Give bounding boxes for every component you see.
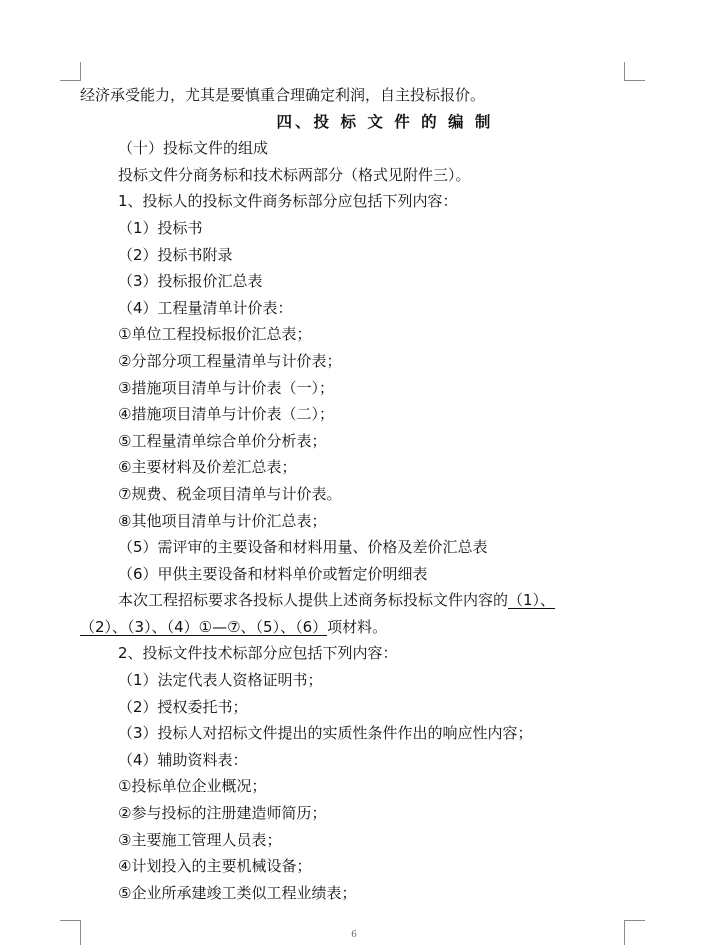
crop-mark-top-left <box>60 62 81 81</box>
paragraph-line: 投标文件分商务标和技术标两部分（格式见附件三）。 <box>118 165 471 184</box>
list-item: （5）需评审的主要设备和材料用量、价格及差价汇总表 <box>118 538 488 557</box>
list-item: ⑤工程量清单综合单价分析表； <box>118 431 327 450</box>
list-item: ④计划投入的主要机械设备； <box>118 857 312 876</box>
subsection-title: （十）投标文件的组成 <box>118 139 269 158</box>
list-item: ⑥主要材料及价差汇总表； <box>118 458 297 477</box>
paragraph-line: 2、投标文件技术标部分应包括下列内容： <box>118 644 398 663</box>
list-item: ①单位工程投标报价汇总表； <box>118 325 312 344</box>
list-item: （4）工程量清单计价表： <box>118 298 293 317</box>
section-heading: 四、投 标 文 件 的 编 制 <box>276 112 494 131</box>
list-item: ②参与投标的注册建造师简历； <box>118 804 327 823</box>
list-item: ①投标单位企业概况； <box>118 777 267 796</box>
list-item: ③主要施工管理人员表； <box>118 830 282 849</box>
paragraph-line: 经济承受能力，尤其是要慎重合理确定利润，自主投标报价。 <box>80 86 486 104</box>
fill-in-blank: （2）、（3）、（4）①—⑦、（5）、（6） <box>80 617 328 636</box>
paragraph-line <box>80 587 628 614</box>
list-item: ⑧其他项目清单与计价汇总表； <box>118 511 327 530</box>
list-item: ④措施项目清单与计价表（二）； <box>118 405 334 424</box>
paragraph-text: 项材料。 <box>327 617 388 636</box>
list-item: （4）辅助资料表： <box>118 750 248 769</box>
fill-in-blank: （1）、 <box>508 591 556 610</box>
page-number: 6 <box>351 930 357 940</box>
list-item: （6）甲供主要设备和材料单价或暂定价明细表 <box>118 564 428 583</box>
list-item: （2）授权委托书； <box>118 697 248 716</box>
list-item: ⑦规费、税金项目清单与计价表。 <box>118 484 342 503</box>
paragraph-line <box>80 614 628 641</box>
list-item: （3）投标报价汇总表 <box>118 272 263 291</box>
paragraph-text: 本次工程招标要求各投标人提供上述商务标投标文件内容的 <box>118 591 509 610</box>
list-item: （1）法定代表人资格证明书； <box>118 671 323 690</box>
list-item: （1）投标书 <box>118 218 203 237</box>
crop-mark-top-right <box>624 62 645 81</box>
list-item: ⑤企业所承建竣工类似工程业绩表； <box>118 883 357 902</box>
document-body <box>80 82 628 906</box>
list-item: （2）投标书附录 <box>118 245 233 264</box>
paragraph-line: 1、投标人的投标文件商务标部分应包括下列内容： <box>118 192 458 211</box>
list-item: ③措施项目清单与计价表（一）； <box>118 378 334 397</box>
list-item: ②分部分项工程量清单与计价表； <box>118 351 342 370</box>
list-item: （3）投标人对招标文件提出的实质性条件作出的响应性内容； <box>118 724 533 743</box>
